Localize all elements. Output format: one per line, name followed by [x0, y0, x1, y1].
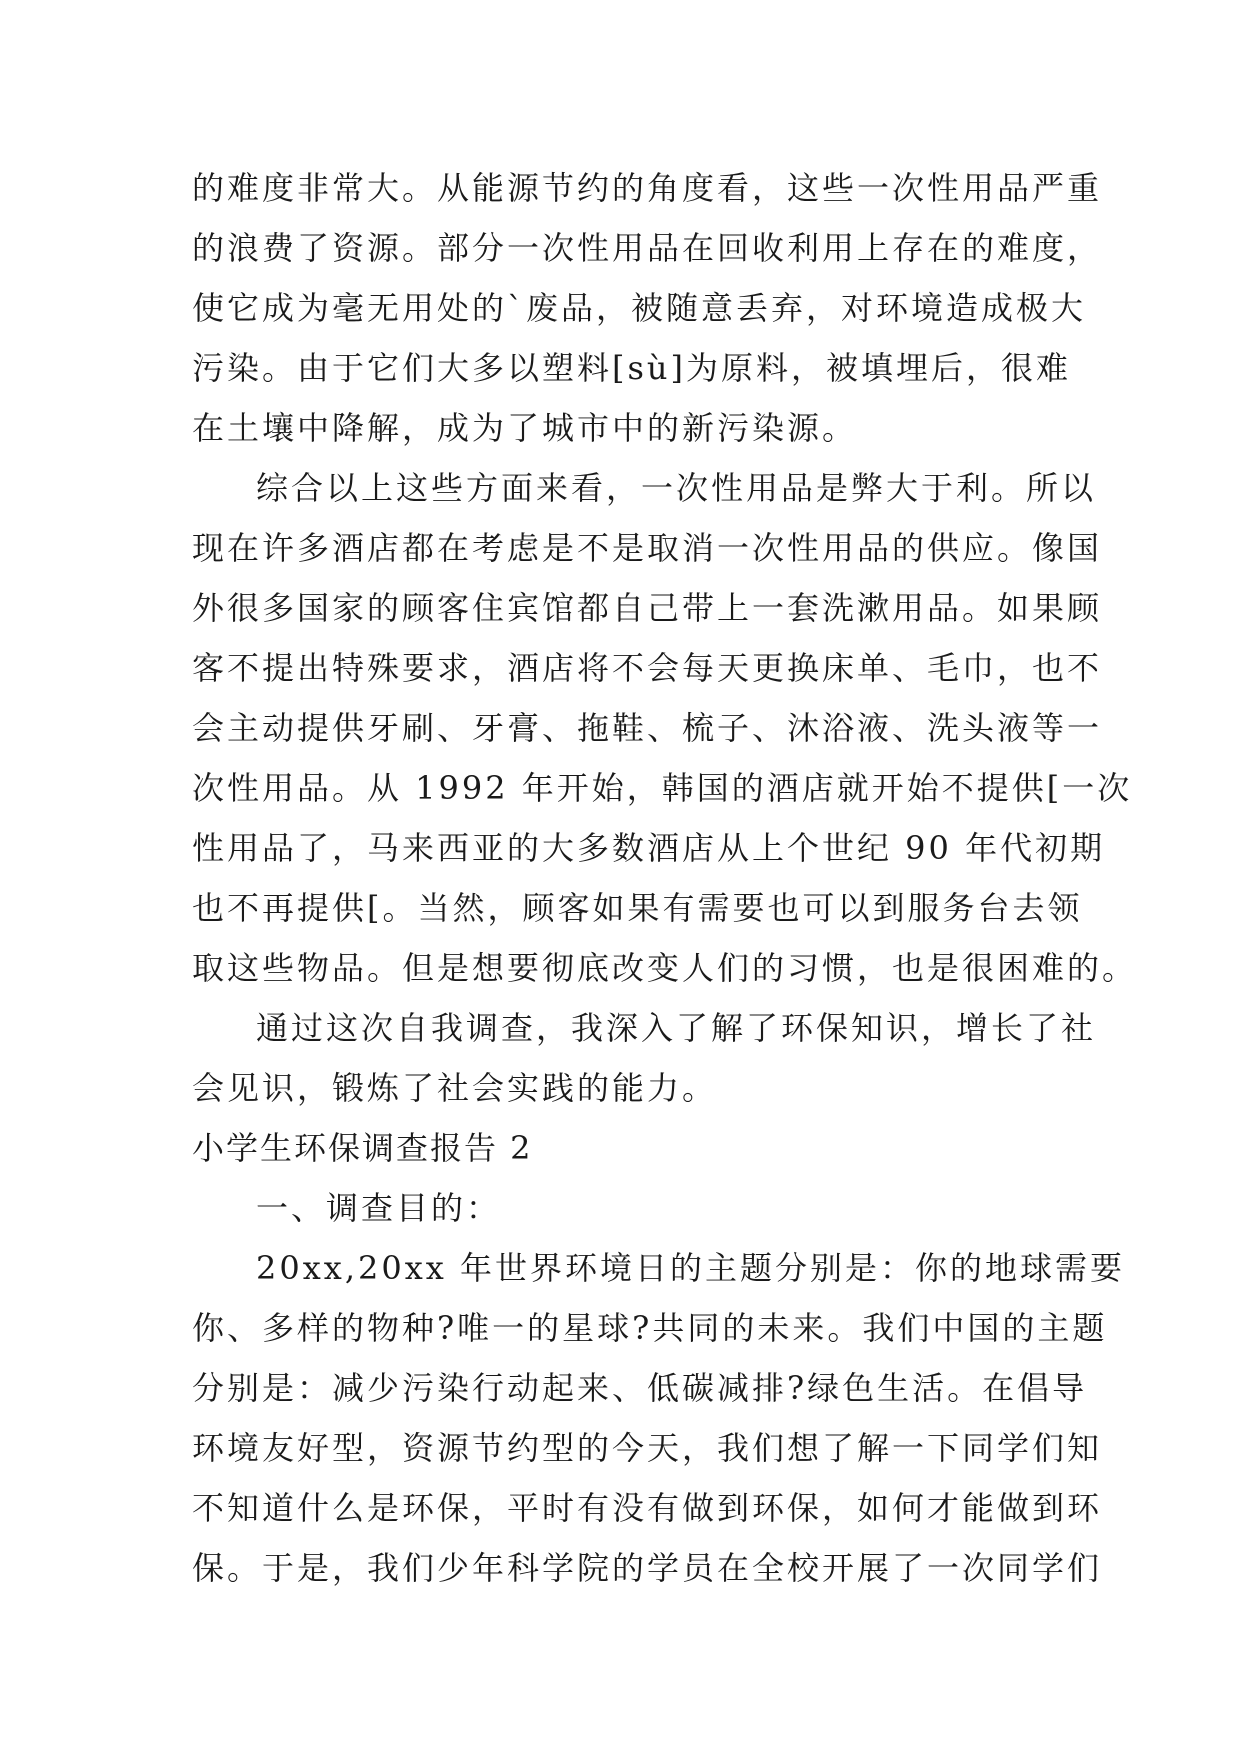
- text-line: 性用品了，马来西亚的大多数酒店从上个世纪 90 年代初期: [192, 829, 1106, 867]
- text-line: 会主动提供牙刷、牙膏、拖鞋、梳子、沐浴液、洗头液等一: [192, 709, 1103, 747]
- text-line: 环境友好型，资源节约型的今天，我们想了解一下同学们知: [192, 1429, 1103, 1467]
- text-line: 在土壤中降解，成为了城市中的新污染源。: [192, 409, 858, 447]
- text-line: 次性用品。从 1992 年开始，韩国的酒店就开始不提供[一次: [192, 769, 1133, 807]
- text-line: 的浪费了资源。部分一次性用品在回收利用上存在的难度，: [192, 229, 1103, 267]
- text-line: 外很多国家的顾客住宾馆都自己带上一套洗漱用品。如果顾: [192, 589, 1103, 627]
- text-line: 也不再提供[。当然，顾客如果有需要也可以到服务台去领: [192, 889, 1083, 927]
- section-heading: 小学生环保调查报告 2: [192, 1129, 533, 1167]
- text-line: 客不提出特殊要求，酒店将不会每天更换床单、毛巾，也不: [192, 649, 1103, 687]
- text-line: 使它成为毫无用处的`废品，被随意丢弃，对环境造成极大: [192, 289, 1087, 327]
- text-line: 污染。由于它们大多以塑料[sù]为原料，被填埋后，很难: [192, 349, 1072, 387]
- subsection-heading: 一、调查目的：: [256, 1189, 502, 1227]
- text-line: 的难度非常大。从能源节约的角度看，这些一次性用品严重: [192, 169, 1103, 207]
- text-line: 保。于是，我们少年科学院的学员在全校开展了一次同学们: [192, 1549, 1103, 1587]
- text-line: 会见识，锻炼了社会实践的能力。: [192, 1069, 718, 1107]
- text-line: 分别是：减少污染行动起来、低碳减排?绿色生活。在倡导: [192, 1369, 1088, 1407]
- paragraph-start-line: 通过这次自我调查，我深入了解了环保知识，增长了社: [256, 1009, 1097, 1047]
- document-body: [192, 158, 1138, 1598]
- text-line: 取这些物品。但是想要彻底改变人们的习惯，也是很困难的。: [192, 949, 1138, 987]
- text-line: 你、多样的物种?唯一的星球?共同的未来。我们中国的主题: [192, 1309, 1108, 1347]
- text-line: 现在许多酒店都在考虑是不是取消一次性用品的供应。像国: [192, 529, 1103, 567]
- paragraph-start-line: 20xx,20xx 年世界环境日的主题分别是：你的地球需要: [256, 1249, 1125, 1287]
- text-line: 不知道什么是环保，平时有没有做到环保，如何才能做到环: [192, 1489, 1103, 1527]
- paragraph-start-line: 综合以上这些方面来看，一次性用品是弊大于利。所以: [256, 469, 1097, 507]
